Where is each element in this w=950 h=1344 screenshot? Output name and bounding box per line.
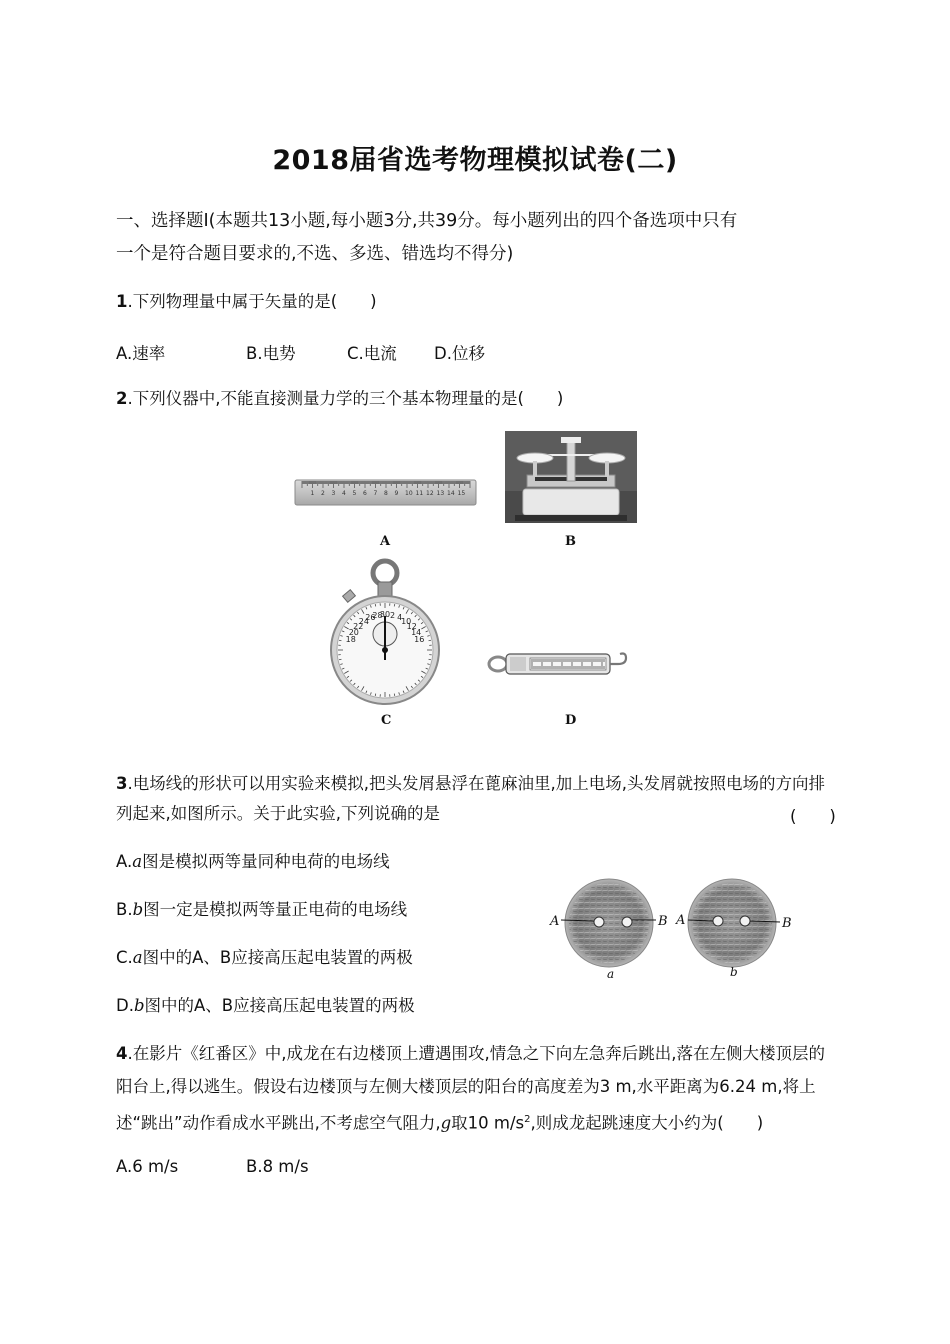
- electric-field-figure: [548, 876, 798, 982]
- question-number: 1: [116, 292, 128, 311]
- q1-option-d: D.位移: [434, 344, 485, 363]
- symbol-g: g: [440, 1113, 452, 1133]
- fig-label-b-left: B: [658, 914, 668, 929]
- stopwatch-number: 20: [348, 628, 359, 637]
- option-text: 图中的A、B应接高压起电装置的两极: [144, 996, 415, 1015]
- q1-option-c: C.电流: [347, 344, 397, 363]
- ruler-image: [294, 478, 478, 508]
- stopwatch-number: 16: [414, 634, 425, 644]
- option-text: 图是模拟两等量同种电荷的电场线: [142, 852, 390, 871]
- question-number: 2: [116, 389, 128, 408]
- stopwatch-tick: [375, 694, 376, 696]
- ruler-number: 5: [352, 490, 357, 497]
- q3-option-c: [116, 947, 413, 969]
- stopwatch-number: 4: [397, 613, 403, 623]
- stopwatch-number: 24: [358, 616, 369, 626]
- question-number: 3: [116, 774, 128, 793]
- fig-label-a-left: A: [550, 914, 560, 929]
- stopwatch-number: 28: [372, 610, 383, 620]
- question-4-line3: [116, 1109, 763, 1135]
- question-text: .下列仪器中,不能直接测量力学的三个基本物理量的是( ): [127, 389, 564, 408]
- fig-label-a-right: A: [676, 913, 686, 928]
- q3-option-b: [116, 899, 407, 921]
- stopwatch-number: 2: [389, 610, 396, 620]
- ruler-number: 7: [373, 490, 378, 497]
- ruler-number: 9: [394, 490, 399, 497]
- option-text: 图一定是模拟两等量正电荷的电场线: [143, 900, 408, 919]
- q3-option-a: [116, 851, 390, 873]
- q2-caption-b: B: [565, 534, 576, 549]
- ruler-number: 1: [310, 490, 315, 497]
- ruler-number: 12: [426, 490, 434, 497]
- ruler-number: 8: [384, 490, 388, 497]
- ruler-number: 6: [363, 490, 367, 497]
- section-header-line2: 一个是符合题目要求的,不选、多选、错选均不得分): [116, 244, 514, 264]
- stopwatch-number: 26: [365, 613, 376, 623]
- stopwatch-number: 14: [411, 628, 422, 637]
- ruler-number: 15: [457, 490, 466, 497]
- fig-caption-b: b: [730, 965, 738, 979]
- ruler-number: 11: [415, 490, 424, 497]
- option-letter: B.: [116, 900, 133, 919]
- q2-caption-d: D: [565, 713, 577, 728]
- ruler-number: 3: [331, 490, 336, 497]
- answer-bracket: ( ): [790, 807, 836, 826]
- q2-caption-a: A: [380, 534, 391, 549]
- balance-image: [505, 431, 637, 523]
- spring-scale-image: [486, 648, 632, 680]
- option-italic: a: [132, 948, 143, 967]
- stopwatch-tick: [394, 694, 395, 696]
- ruler-number: 14: [447, 490, 455, 497]
- option-italic: a: [132, 852, 143, 871]
- ruler-number: 4: [342, 490, 346, 497]
- q4-option-a: A.6 m/s: [116, 1157, 179, 1176]
- q2-caption-c: C: [381, 713, 392, 728]
- option-text: 图中的A、B应接高压起电装置的两极: [142, 948, 413, 967]
- stopwatch-number: 10: [401, 616, 412, 626]
- question-3-line2: 列起来,如图所示。关于此实验,下列说确的是: [116, 804, 440, 823]
- stopwatch-number: 30: [379, 610, 391, 619]
- stopwatch-tick: [394, 604, 395, 606]
- option-italic: b: [132, 900, 144, 919]
- stopwatch-image: [328, 556, 442, 706]
- question-text: 取10 m/s: [451, 1113, 525, 1133]
- q3-option-d: [116, 995, 415, 1017]
- option-letter: D.: [116, 996, 134, 1015]
- superscript: 2: [524, 1114, 531, 1125]
- fig-label-b-right: B: [782, 916, 792, 931]
- question-text: ,则成龙起跳速度大小约为( ): [530, 1113, 764, 1133]
- question-text: 述“跳出”动作看成水平跳出,不考虑空气阻力,: [116, 1113, 441, 1133]
- ruler-number: 2: [321, 490, 325, 497]
- question-2: [116, 388, 563, 410]
- question-text: .在影片《红番区》中,成龙在右边楼顶上遭遇围攻,情急之下向左急奔后跳出,落在左侧大楼顶层的: [127, 1044, 825, 1063]
- stopwatch-tick: [429, 659, 431, 660]
- q1-option-a: A.速率: [116, 344, 166, 363]
- question-1: [116, 291, 377, 313]
- stopwatch-tick: [429, 640, 431, 641]
- question-3-line1: [116, 773, 825, 795]
- stopwatch-number: 18: [345, 634, 356, 644]
- question-4-line1: [116, 1043, 825, 1065]
- q4-option-b: B.8 m/s: [246, 1157, 309, 1176]
- question-text: .下列物理量中属于矢量的是( ): [127, 292, 377, 311]
- fig-caption-a: a: [607, 967, 615, 981]
- question-4-line2: 阳台上,得以逃生。假设右边楼顶与左侧大楼顶层的阳台的高度差为3 m,水平距离为6.24 m,将上: [116, 1077, 816, 1096]
- ruler-number: 10: [405, 490, 413, 497]
- stopwatch-tick: [375, 604, 376, 606]
- option-letter: A.: [116, 852, 133, 871]
- option-italic: b: [133, 996, 145, 1015]
- ruler-number: 13: [436, 490, 445, 497]
- stopwatch-number: 12: [406, 621, 417, 631]
- question-text: .电场线的形状可以用实验来模拟,把头发屑悬浮在蓖麻油里,加上电场,头发屑就按照电场的方向排: [127, 774, 825, 793]
- stopwatch-tick: [339, 659, 341, 660]
- section-header-line1: 一、选择题Ⅰ(本题共13小题,每小题3分,共39分。每小题列出的四个备选项中只有: [116, 211, 738, 231]
- q1-option-b: B.电势: [246, 344, 296, 363]
- option-letter: C.: [116, 948, 133, 967]
- page-title: 2018届省选考物理模拟试卷(二): [272, 145, 678, 176]
- question-number: 4: [116, 1044, 128, 1063]
- stopwatch-tick: [339, 640, 341, 641]
- stopwatch-number: 22: [353, 621, 364, 631]
